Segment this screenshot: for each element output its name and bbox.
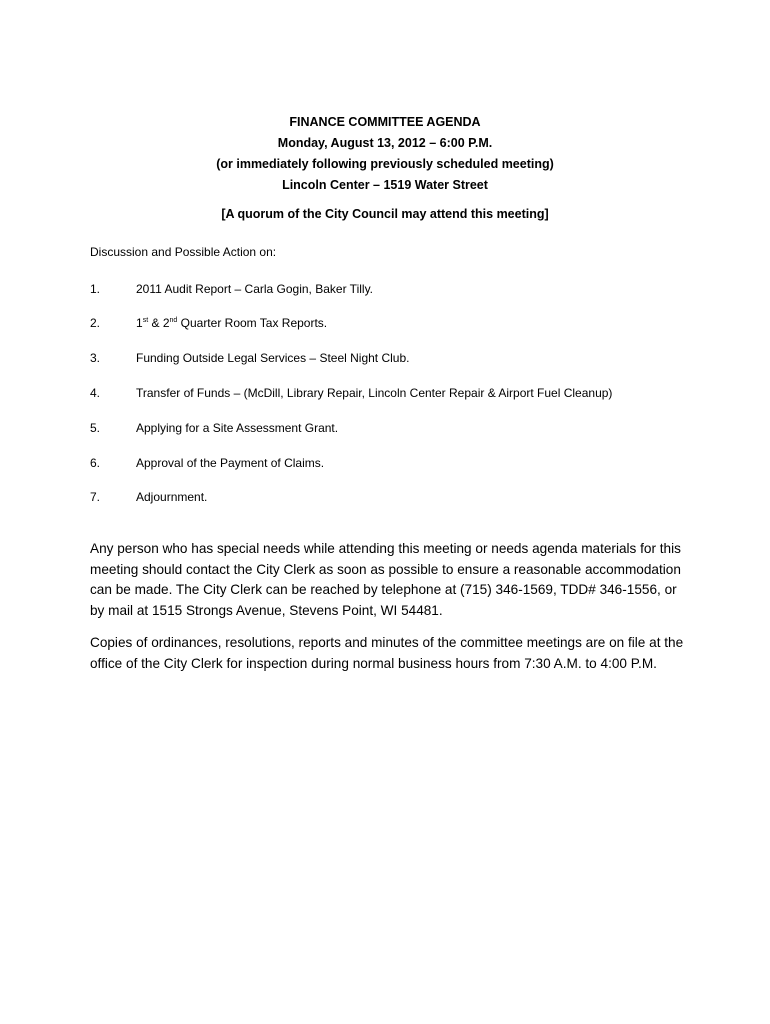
item-number: 6. (90, 456, 101, 470)
item-number: 5. (90, 421, 101, 435)
agenda-item (90, 316, 327, 330)
agenda-item (90, 282, 373, 296)
item-superscript-st: st (142, 317, 149, 324)
agenda-title: FINANCE COMMITTEE AGENDA (289, 115, 481, 129)
item-text: Funding Outside Legal Services – Steel Night Club. (136, 351, 410, 365)
item-text-first: 1 (136, 316, 143, 330)
discussion-intro: Discussion and Possible Action on: (90, 245, 277, 259)
agenda-item (90, 490, 207, 504)
item-number: 7. (90, 490, 101, 504)
meeting-note: (or immediately following previously scheduled meeting) (216, 157, 554, 171)
agenda-header (0, 112, 770, 196)
meeting-location: Lincoln Center – 1519 Water Street (282, 178, 488, 192)
item-superscript-nd: nd (169, 317, 178, 324)
agenda-item (90, 421, 338, 435)
special-needs-paragraph: Any person who has special needs while attending this meeting or needs agenda materials for this meeting should contact the City Clerk as soon as possible to ensure a reasonable accommodation can be made. The City Clerk can be reached by telephone at (715) 346-1569, TDD# 346-1556, or by mail at 1515 Strongs Avenue, Stevens Point, WI 54481. (90, 541, 681, 618)
item-text: Quarter Room Tax Reports. (177, 316, 328, 330)
item-text: Approval of the Payment of Claims. (136, 456, 325, 470)
item-number: 2. (90, 316, 101, 330)
item-text: Adjournment. (136, 490, 208, 504)
copies-paragraph: Copies of ordinances, resolutions, reports and minutes of the committee meetings are on file at the office of the City Clerk for inspection during normal business hours from 7:30 A.M. to 4:00 P.M. (90, 635, 684, 671)
agenda-item (90, 456, 324, 470)
item-text: Applying for a Site Assessment Grant. (136, 421, 339, 435)
item-number: 1. (90, 282, 101, 296)
agenda-item (90, 386, 612, 400)
quorum-notice: [A quorum of the City Council may attend this meeting] (221, 207, 549, 221)
item-text: 2011 Audit Report – Carla Gogin, Baker Tilly. (136, 282, 374, 296)
agenda-item (90, 351, 410, 365)
meeting-date: Monday, August 13, 2012 – 6:00 P.M. (277, 136, 493, 150)
item-number: 4. (90, 386, 101, 400)
item-text-amp: & 2 (148, 316, 170, 330)
item-number: 3. (90, 351, 101, 365)
item-text: Transfer of Funds – (McDill, Library Repair, Lincoln Center Repair & Airport Fuel Cleanup) (136, 386, 613, 400)
